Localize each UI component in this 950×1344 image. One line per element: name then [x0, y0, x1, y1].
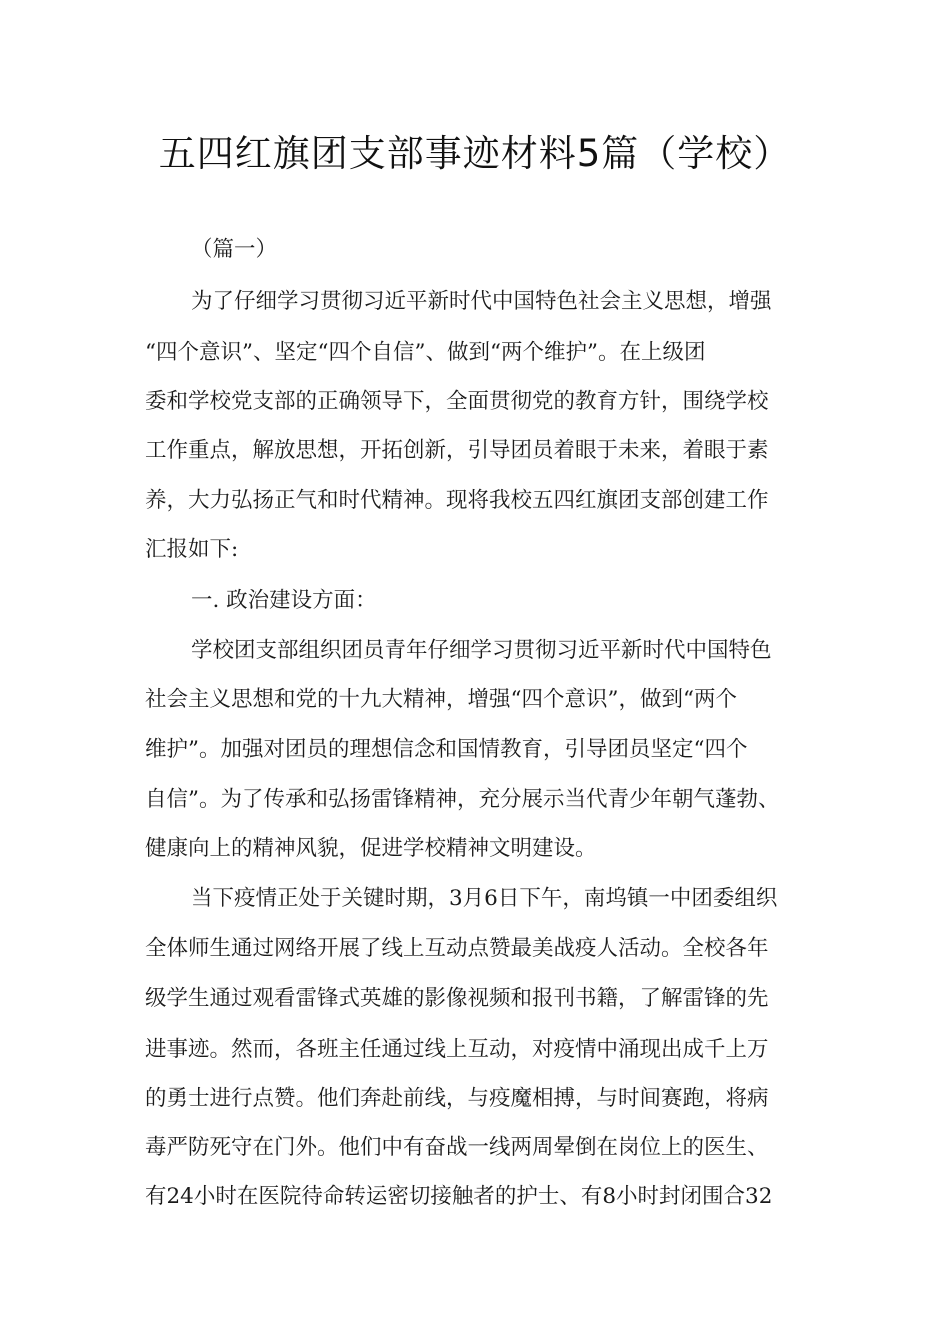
paragraph-line: 进事迹。然而，各班主任通过线上互动，对疫情中涌现出成千上万 [145, 1037, 769, 1062]
document-title: 五四红旗团支部事迹材料5篇（学校） [158, 132, 792, 175]
section-heading-politics: 一. 政治建设方面： [191, 588, 377, 613]
paragraph-line: 养，大力弘扬正气和时代精神。现将我校五四红旗团支部创建工作 [145, 488, 769, 513]
paragraph-line: 全体师生通过网络开展了线上互动点赞最美战疫人活动。全校各年 [145, 936, 769, 961]
paragraph-line: 汇报如下: [145, 537, 239, 562]
paragraph-line: “四个意识”、坚定“四个自信”、做到“两个维护”。在上级团 [145, 340, 706, 365]
paragraph-line: 委和学校党支部的正确领导下，全面贯彻党的教育方针，围绕学校 [145, 389, 769, 414]
paragraph-line: 有24小时在医院待命转运密切接触者的护士、有8小时封闭围合32 [145, 1184, 773, 1209]
paragraph-line: 为了仔细学习贯彻习近平新时代中国特色社会主义思想，增强 [191, 289, 772, 314]
paragraph-line: 自信”。为了传承和弘扬雷锋精神，充分展示当代青少年朝气蓬勃、 [145, 787, 780, 812]
paragraph-line: 当下疫情正处于关键时期，3月6日下午，南坞镇一中团委组织 [191, 886, 778, 911]
section-heading-part-one: （篇一） [191, 237, 278, 262]
paragraph-line: 级学生通过观看雷锋式英雄的影像视频和报刊书籍，了解雷锋的先 [145, 986, 769, 1011]
paragraph-line: 健康向上的精神风貌，促进学校精神文明建设。 [145, 836, 597, 861]
paragraph-line: 的勇士进行点赞。他们奔赴前线，与疫魔相搏，与时间赛跑，将病 [145, 1086, 769, 1111]
paragraph-line: 维护”。加强对团员的理想信念和国情教育，引导团员坚定“四个 [145, 737, 748, 762]
paragraph-line: 学校团支部组织团员青年仔细学习贯彻习近平新时代中国特色 [191, 638, 772, 663]
paragraph-line: 社会主义思想和党的十九大精神，增强“四个意识”，做到“两个 [145, 687, 737, 712]
paragraph-line: 工作重点，解放思想，开拓创新，引导团员着眼于未来，着眼于素 [145, 438, 769, 463]
paragraph-line: 毒严防死守在门外。他们中有奋战一线两周晕倒在岗位上的医生、 [145, 1135, 769, 1160]
